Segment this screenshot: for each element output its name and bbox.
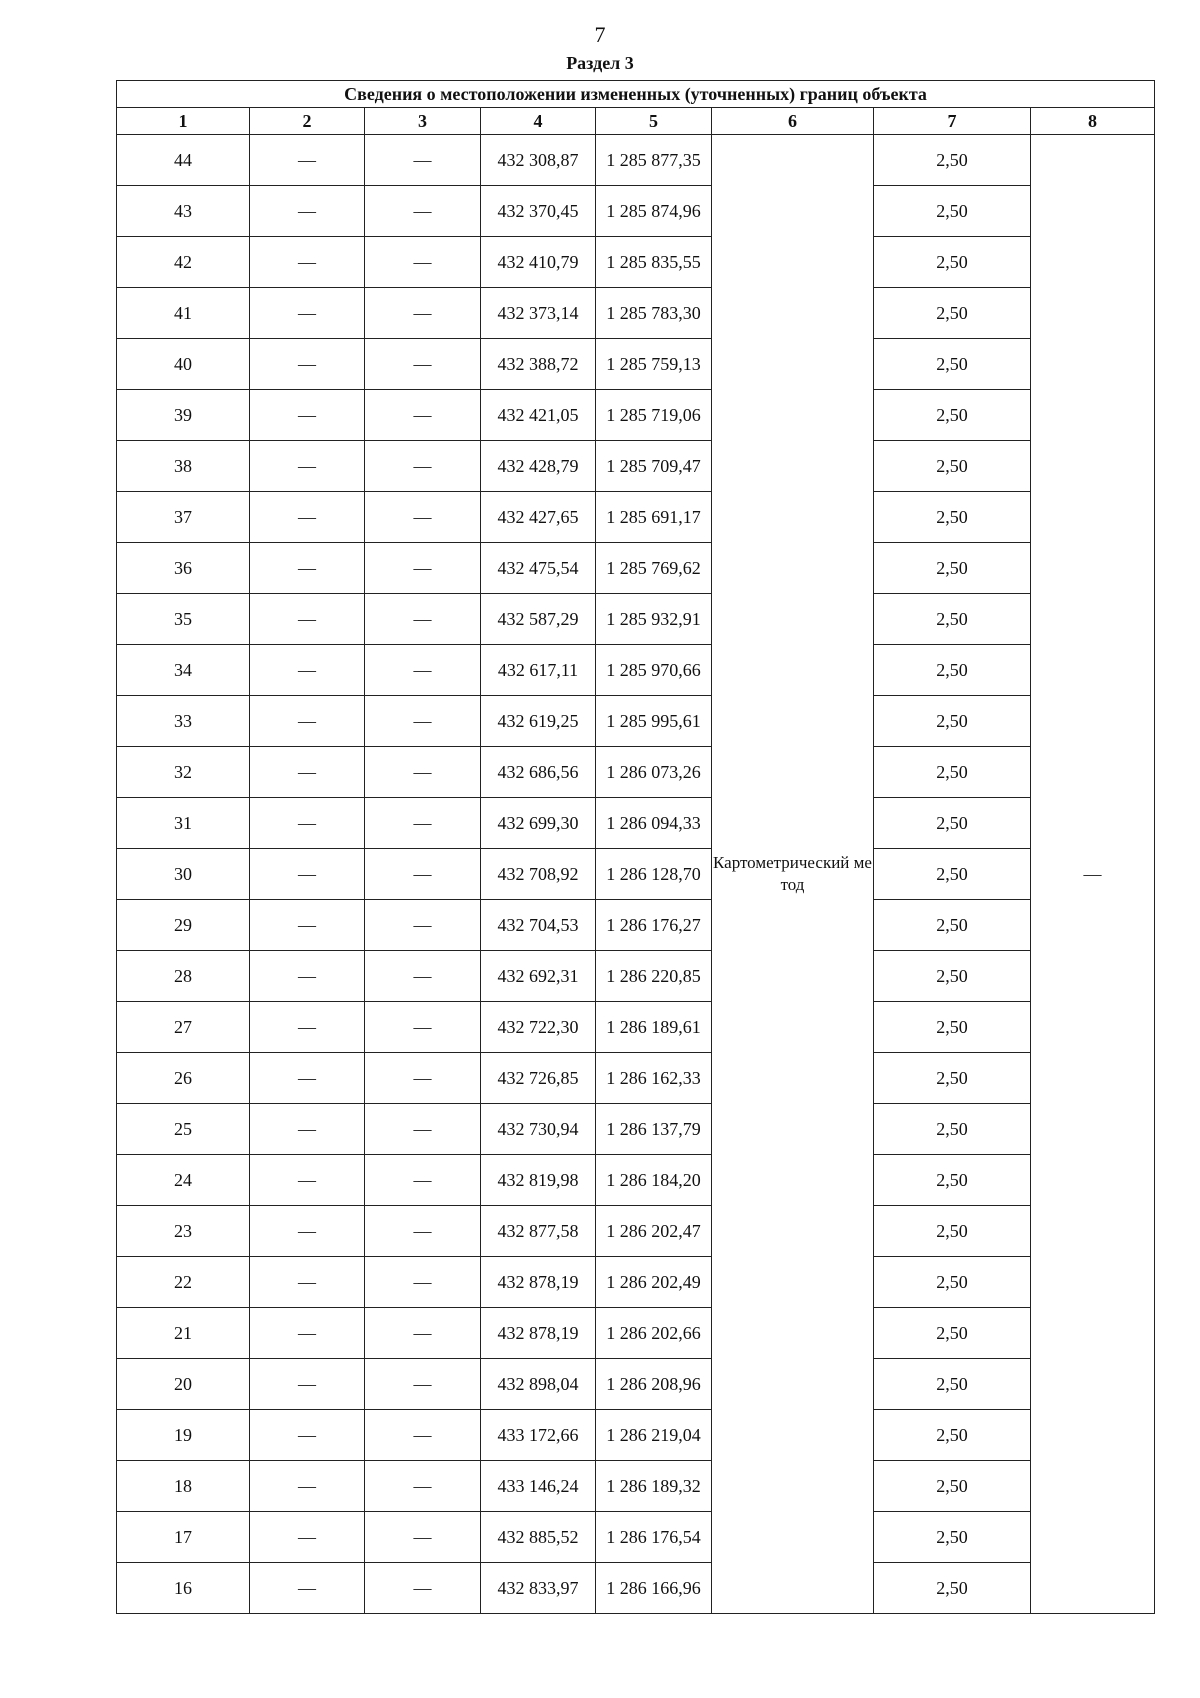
x-coordinate-cell: 432 388,72 — [481, 339, 596, 390]
y-coordinate-cell: 1 286 189,61 — [596, 1002, 712, 1053]
point-number-cell: 24 — [117, 1155, 250, 1206]
table-row — [117, 594, 1155, 645]
y-coordinate-cell: 1 285 932,91 — [596, 594, 712, 645]
col3-dash-cell: — — [365, 1308, 481, 1359]
col3-dash-cell: — — [365, 594, 481, 645]
col2-dash-cell: — — [250, 1410, 365, 1461]
accuracy-cell: 2,50 — [874, 543, 1031, 594]
y-coordinate-cell: 1 286 094,33 — [596, 798, 712, 849]
y-coordinate-cell: 1 285 877,35 — [596, 135, 712, 186]
accuracy-cell: 2,50 — [874, 492, 1031, 543]
accuracy-cell: 2,50 — [874, 288, 1031, 339]
accuracy-cell: 2,50 — [874, 849, 1031, 900]
y-coordinate-cell: 1 285 769,62 — [596, 543, 712, 594]
table-row — [117, 1206, 1155, 1257]
point-number-cell: 43 — [117, 186, 250, 237]
col2-dash-cell: — — [250, 1002, 365, 1053]
x-coordinate-cell: 432 587,29 — [481, 594, 596, 645]
accuracy-cell: 2,50 — [874, 1155, 1031, 1206]
point-number-cell: 38 — [117, 441, 250, 492]
col2-dash-cell: — — [250, 288, 365, 339]
y-coordinate-cell: 1 285 759,13 — [596, 339, 712, 390]
table-row — [117, 1104, 1155, 1155]
column-number-6: 6 — [712, 108, 874, 135]
col2-dash-cell: — — [250, 1359, 365, 1410]
x-coordinate-cell: 432 878,19 — [481, 1308, 596, 1359]
accuracy-cell: 2,50 — [874, 186, 1031, 237]
col2-dash-cell: — — [250, 441, 365, 492]
accuracy-cell: 2,50 — [874, 1257, 1031, 1308]
point-number-cell: 17 — [117, 1512, 250, 1563]
col2-dash-cell: — — [250, 1512, 365, 1563]
y-coordinate-cell: 1 286 208,96 — [596, 1359, 712, 1410]
table-row — [117, 1410, 1155, 1461]
col3-dash-cell: — — [365, 951, 481, 1002]
col2-dash-cell: — — [250, 747, 365, 798]
table-row — [117, 186, 1155, 237]
x-coordinate-cell: 432 726,85 — [481, 1053, 596, 1104]
point-number-cell: 29 — [117, 900, 250, 951]
x-coordinate-cell: 432 428,79 — [481, 441, 596, 492]
col2-dash-cell: — — [250, 339, 365, 390]
accuracy-cell: 2,50 — [874, 900, 1031, 951]
column-number-5: 5 — [596, 108, 712, 135]
y-coordinate-cell: 1 285 970,66 — [596, 645, 712, 696]
col2-dash-cell: — — [250, 1104, 365, 1155]
accuracy-cell: 2,50 — [874, 951, 1031, 1002]
table-row — [117, 288, 1155, 339]
col3-dash-cell: — — [365, 798, 481, 849]
accuracy-cell: 2,50 — [874, 1104, 1031, 1155]
accuracy-cell: 2,50 — [874, 1461, 1031, 1512]
point-number-cell: 32 — [117, 747, 250, 798]
y-coordinate-cell: 1 285 995,61 — [596, 696, 712, 747]
point-number-cell: 23 — [117, 1206, 250, 1257]
accuracy-cell: 2,50 — [874, 1002, 1031, 1053]
col2-dash-cell: — — [250, 1257, 365, 1308]
x-coordinate-cell: 433 172,66 — [481, 1410, 596, 1461]
y-coordinate-cell: 1 285 709,47 — [596, 441, 712, 492]
col3-dash-cell: — — [365, 1359, 481, 1410]
accuracy-cell: 2,50 — [874, 1053, 1031, 1104]
table-row — [117, 1359, 1155, 1410]
table-row — [117, 1308, 1155, 1359]
accuracy-cell: 2,50 — [874, 339, 1031, 390]
col3-dash-cell: — — [365, 1002, 481, 1053]
col3-dash-cell: — — [365, 1563, 481, 1614]
accuracy-cell: 2,50 — [874, 1563, 1031, 1614]
point-number-cell: 34 — [117, 645, 250, 696]
accuracy-cell: 2,50 — [874, 1410, 1031, 1461]
table-row — [117, 543, 1155, 594]
accuracy-cell: 2,50 — [874, 441, 1031, 492]
table-row — [117, 951, 1155, 1002]
x-coordinate-cell: 432 877,58 — [481, 1206, 596, 1257]
table-row — [117, 339, 1155, 390]
col2-dash-cell: — — [250, 237, 365, 288]
table-row — [117, 696, 1155, 747]
accuracy-cell: 2,50 — [874, 798, 1031, 849]
col3-dash-cell: — — [365, 441, 481, 492]
point-number-cell: 21 — [117, 1308, 250, 1359]
col2-dash-cell: — — [250, 186, 365, 237]
point-number-cell: 25 — [117, 1104, 250, 1155]
col3-dash-cell: — — [365, 645, 481, 696]
point-number-cell: 16 — [117, 1563, 250, 1614]
col2-dash-cell: — — [250, 1053, 365, 1104]
col2-dash-cell: — — [250, 798, 365, 849]
table-row — [117, 390, 1155, 441]
col2-dash-cell: — — [250, 135, 365, 186]
col3-dash-cell: — — [365, 390, 481, 441]
x-coordinate-cell: 432 308,87 — [481, 135, 596, 186]
col3-dash-cell: — — [365, 543, 481, 594]
point-number-cell: 42 — [117, 237, 250, 288]
page-number: 7 — [594, 22, 606, 47]
x-coordinate-cell: 432 708,92 — [481, 849, 596, 900]
col3-dash-cell: — — [365, 1206, 481, 1257]
x-coordinate-cell: 432 699,30 — [481, 798, 596, 849]
x-coordinate-cell: 432 617,11 — [481, 645, 596, 696]
x-coordinate-cell: 432 885,52 — [481, 1512, 596, 1563]
y-coordinate-cell: 1 286 137,79 — [596, 1104, 712, 1155]
table-row — [117, 1155, 1155, 1206]
col2-dash-cell: — — [250, 1461, 365, 1512]
col3-dash-cell: — — [365, 1410, 481, 1461]
y-coordinate-cell: 1 286 202,66 — [596, 1308, 712, 1359]
y-coordinate-cell: 1 286 073,26 — [596, 747, 712, 798]
table-row — [117, 492, 1155, 543]
y-coordinate-cell: 1 286 176,54 — [596, 1512, 712, 1563]
x-coordinate-cell: 432 686,56 — [481, 747, 596, 798]
column-number-3: 3 — [365, 108, 481, 135]
table-row — [117, 1053, 1155, 1104]
accuracy-cell: 2,50 — [874, 135, 1031, 186]
column-number-1: 1 — [117, 108, 250, 135]
boundary-coordinates-table — [116, 80, 1155, 1614]
x-coordinate-cell: 432 704,53 — [481, 900, 596, 951]
point-number-cell: 26 — [117, 1053, 250, 1104]
x-coordinate-cell: 432 898,04 — [481, 1359, 596, 1410]
table-row — [117, 747, 1155, 798]
accuracy-cell: 2,50 — [874, 237, 1031, 288]
y-coordinate-cell: 1 286 202,47 — [596, 1206, 712, 1257]
column-number-8: 8 — [1031, 108, 1155, 135]
method-cell: Картометрический метод — [712, 135, 874, 1614]
accuracy-cell: 2,50 — [874, 1512, 1031, 1563]
accuracy-cell: 2,50 — [874, 1359, 1031, 1410]
col3-dash-cell: — — [365, 339, 481, 390]
col3-dash-cell: — — [365, 1053, 481, 1104]
accuracy-cell: 2,50 — [874, 747, 1031, 798]
point-number-cell: 18 — [117, 1461, 250, 1512]
accuracy-cell: 2,50 — [874, 390, 1031, 441]
col2-dash-cell: — — [250, 1206, 365, 1257]
x-coordinate-cell: 432 475,54 — [481, 543, 596, 594]
point-number-cell: 36 — [117, 543, 250, 594]
col2-dash-cell: — — [250, 645, 365, 696]
y-coordinate-cell: 1 286 128,70 — [596, 849, 712, 900]
table-row — [117, 441, 1155, 492]
col3-dash-cell: — — [365, 186, 481, 237]
x-coordinate-cell: 432 421,05 — [481, 390, 596, 441]
col3-dash-cell: — — [365, 900, 481, 951]
col2-dash-cell: — — [250, 543, 365, 594]
accuracy-cell: 2,50 — [874, 696, 1031, 747]
y-coordinate-cell: 1 286 166,96 — [596, 1563, 712, 1614]
table-row — [117, 1563, 1155, 1614]
col3-dash-cell: — — [365, 747, 481, 798]
table-row — [117, 237, 1155, 288]
y-coordinate-cell: 1 285 719,06 — [596, 390, 712, 441]
col3-dash-cell: — — [365, 135, 481, 186]
col3-dash-cell: — — [365, 288, 481, 339]
y-coordinate-cell: 1 285 691,17 — [596, 492, 712, 543]
y-coordinate-cell: 1 286 176,27 — [596, 900, 712, 951]
point-number-cell: 27 — [117, 1002, 250, 1053]
point-number-cell: 40 — [117, 339, 250, 390]
table-row — [117, 798, 1155, 849]
col3-dash-cell: — — [365, 1155, 481, 1206]
y-coordinate-cell: 1 286 220,85 — [596, 951, 712, 1002]
table-row — [117, 900, 1155, 951]
col2-dash-cell: — — [250, 696, 365, 747]
col2-dash-cell: — — [250, 390, 365, 441]
point-number-cell: 31 — [117, 798, 250, 849]
table-row — [117, 849, 1155, 900]
col2-dash-cell: — — [250, 1563, 365, 1614]
col2-dash-cell: — — [250, 900, 365, 951]
x-coordinate-cell: 432 410,79 — [481, 237, 596, 288]
x-coordinate-cell: 432 819,98 — [481, 1155, 596, 1206]
x-coordinate-cell: 433 146,24 — [481, 1461, 596, 1512]
col3-dash-cell: — — [365, 492, 481, 543]
accuracy-cell: 2,50 — [874, 1206, 1031, 1257]
y-coordinate-cell: 1 285 874,96 — [596, 186, 712, 237]
col3-dash-cell: — — [365, 1512, 481, 1563]
table-row — [117, 1461, 1155, 1512]
point-number-cell: 19 — [117, 1410, 250, 1461]
col2-dash-cell: — — [250, 849, 365, 900]
col2-dash-cell: — — [250, 951, 365, 1002]
x-coordinate-cell: 432 730,94 — [481, 1104, 596, 1155]
section-title: Раздел 3 — [566, 53, 634, 73]
col2-dash-cell: — — [250, 594, 365, 645]
x-coordinate-cell: 432 722,30 — [481, 1002, 596, 1053]
point-number-cell: 30 — [117, 849, 250, 900]
x-coordinate-cell: 432 878,19 — [481, 1257, 596, 1308]
table-row — [117, 135, 1155, 186]
x-coordinate-cell: 432 373,14 — [481, 288, 596, 339]
accuracy-cell: 2,50 — [874, 645, 1031, 696]
point-number-cell: 22 — [117, 1257, 250, 1308]
accuracy-cell: 2,50 — [874, 594, 1031, 645]
x-coordinate-cell: 432 619,25 — [481, 696, 596, 747]
point-number-cell: 33 — [117, 696, 250, 747]
table-row — [117, 1512, 1155, 1563]
y-coordinate-cell: 1 285 783,30 — [596, 288, 712, 339]
point-number-cell: 37 — [117, 492, 250, 543]
table-body — [117, 135, 1155, 1614]
table-row — [117, 1257, 1155, 1308]
accuracy-cell: 2,50 — [874, 1308, 1031, 1359]
col3-dash-cell: — — [365, 1104, 481, 1155]
col3-dash-cell: — — [365, 849, 481, 900]
col3-dash-cell: — — [365, 1257, 481, 1308]
table-row — [117, 645, 1155, 696]
table-row — [117, 1002, 1155, 1053]
point-number-cell: 20 — [117, 1359, 250, 1410]
column-number-row — [117, 108, 1155, 135]
table-caption: Сведения о местоположении измененных (уточненных) границ объекта — [117, 81, 1155, 108]
x-coordinate-cell: 432 692,31 — [481, 951, 596, 1002]
col2-dash-cell: — — [250, 1155, 365, 1206]
y-coordinate-cell: 1 286 189,32 — [596, 1461, 712, 1512]
y-coordinate-cell: 1 286 202,49 — [596, 1257, 712, 1308]
y-coordinate-cell: 1 286 162,33 — [596, 1053, 712, 1104]
col2-dash-cell: — — [250, 492, 365, 543]
point-number-cell: 35 — [117, 594, 250, 645]
y-coordinate-cell: 1 286 184,20 — [596, 1155, 712, 1206]
point-number-cell: 44 — [117, 135, 250, 186]
col8-value-cell: — — [1031, 135, 1155, 1614]
x-coordinate-cell: 432 427,65 — [481, 492, 596, 543]
col3-dash-cell: — — [365, 1461, 481, 1512]
col2-dash-cell: — — [250, 1308, 365, 1359]
column-number-2: 2 — [250, 108, 365, 135]
col3-dash-cell: — — [365, 696, 481, 747]
y-coordinate-cell: 1 286 219,04 — [596, 1410, 712, 1461]
column-number-7: 7 — [874, 108, 1031, 135]
point-number-cell: 39 — [117, 390, 250, 441]
point-number-cell: 41 — [117, 288, 250, 339]
y-coordinate-cell: 1 285 835,55 — [596, 237, 712, 288]
column-number-4: 4 — [481, 108, 596, 135]
point-number-cell: 28 — [117, 951, 250, 1002]
x-coordinate-cell: 432 370,45 — [481, 186, 596, 237]
col3-dash-cell: — — [365, 237, 481, 288]
x-coordinate-cell: 432 833,97 — [481, 1563, 596, 1614]
